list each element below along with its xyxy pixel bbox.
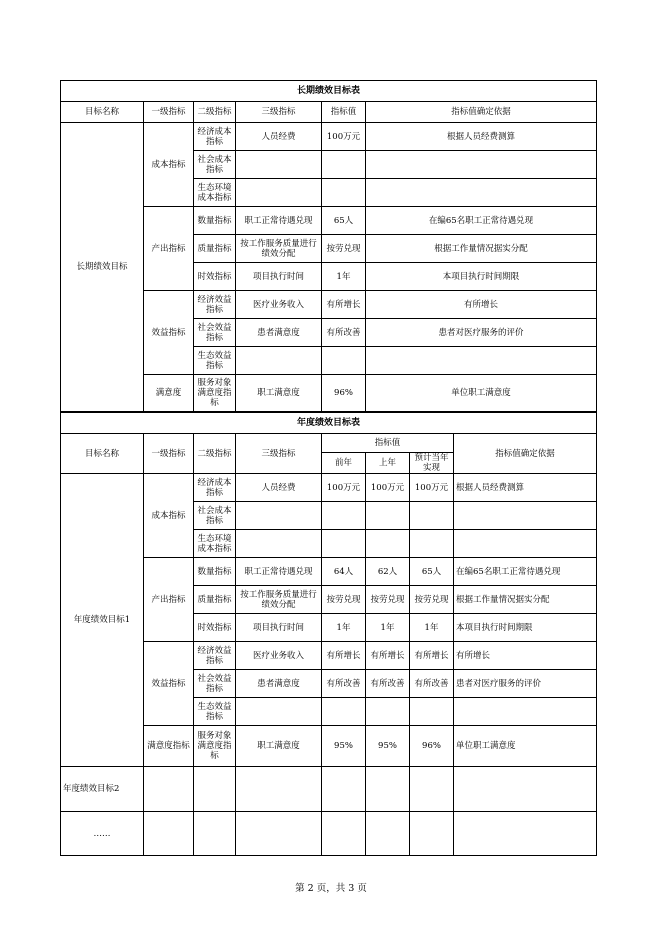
level3-cell: 人员经费: [236, 123, 322, 151]
level2-cell: 社会效益指标: [194, 670, 236, 698]
basis-cell: 根据人员经费测算: [366, 123, 597, 151]
level3-cell: [236, 151, 322, 179]
expected-cell: 按劳兑现: [410, 586, 454, 614]
prev-year-cell: [322, 698, 366, 726]
basis-cell: [366, 151, 597, 179]
basis-cell: 患者对医疗服务的评价: [366, 319, 597, 347]
level2-cell: 经济成本指标: [194, 123, 236, 151]
last-year-cell: [366, 698, 410, 726]
level3-cell: [236, 530, 322, 558]
last-year-cell: [366, 502, 410, 530]
level3-cell: [236, 179, 322, 207]
last-year-cell: [366, 530, 410, 558]
header-value: 指标值: [322, 434, 454, 453]
ellipsis-row-label: ……: [61, 812, 144, 856]
level2-cell: 时效指标: [194, 263, 236, 291]
header-level2: 二级指标: [194, 434, 236, 474]
value-cell: 65人: [322, 207, 366, 235]
value-cell: 有所增长: [322, 291, 366, 319]
value-cell: 有所改善: [322, 319, 366, 347]
group-cost: 成本指标: [144, 123, 194, 207]
level2-cell: 质量指标: [194, 586, 236, 614]
prev-year-cell: 64人: [322, 558, 366, 586]
group-satisfaction: 满意度指标: [144, 726, 194, 767]
level3-cell: 职工正常待遇兑现: [236, 558, 322, 586]
last-year-cell: 按劳兑现: [366, 586, 410, 614]
header-expected: 预计当年实现: [410, 453, 454, 474]
level3-cell: 人员经费: [236, 474, 322, 502]
level3-cell: 患者满意度: [236, 319, 322, 347]
value-cell: [322, 347, 366, 375]
basis-cell: 根据工作量情况据实分配: [454, 586, 597, 614]
basis-cell: 根据工作量情况据实分配: [366, 235, 597, 263]
group-benefit: 效益指标: [144, 291, 194, 375]
value-cell: 按劳兑现: [322, 235, 366, 263]
level3-cell: 医疗业务收入: [236, 291, 322, 319]
level2-cell: 时效指标: [194, 614, 236, 642]
expected-cell: [410, 698, 454, 726]
header-basis: 指标值确定依据: [366, 102, 597, 123]
last-year-cell: 95%: [366, 726, 410, 767]
group-cost: 成本指标: [144, 474, 194, 558]
level3-cell: 按工作服务质量进行绩效分配: [236, 235, 322, 263]
page-number: 第 2 页，共 3 页: [295, 883, 367, 894]
level2-cell: 服务对象满意度指标: [194, 726, 236, 767]
group-output: 产出指标: [144, 207, 194, 291]
header-last-year: 上年: [366, 453, 410, 474]
long-term-goals-table: [60, 80, 597, 412]
basis-cell: [454, 698, 597, 726]
prev-year-cell: 按劳兑现: [322, 586, 366, 614]
expected-cell: 有所改善: [410, 670, 454, 698]
header-value: 指标值: [322, 102, 366, 123]
last-year-cell: 有所增长: [366, 642, 410, 670]
expected-cell: [410, 530, 454, 558]
expected-cell: 96%: [410, 726, 454, 767]
level3-cell: 职工正常待遇兑现: [236, 207, 322, 235]
level2-cell: 经济成本指标: [194, 474, 236, 502]
prev-year-cell: 有所增长: [322, 642, 366, 670]
level2-cell: 生态环境成本指标: [194, 179, 236, 207]
last-year-cell: 有所改善: [366, 670, 410, 698]
header-level3: 三级指标: [236, 434, 322, 474]
basis-cell: 在编65名职工正常待遇兑现: [454, 558, 597, 586]
expected-cell: [410, 502, 454, 530]
group-satisfaction: 满意度: [144, 375, 194, 412]
prev-year-cell: [322, 530, 366, 558]
basis-cell: 患者对医疗服务的评价: [454, 670, 597, 698]
target-name: 长期绩效目标: [61, 123, 144, 412]
expected-cell: 有所增长: [410, 642, 454, 670]
level2-cell: 经济效益指标: [194, 291, 236, 319]
expected-cell: 100万元: [410, 474, 454, 502]
basis-cell: 有所增长: [366, 291, 597, 319]
basis-cell: [366, 179, 597, 207]
annual-goals-table: [60, 412, 597, 856]
basis-cell: 有所增长: [454, 642, 597, 670]
last-year-cell: 62人: [366, 558, 410, 586]
level3-cell: [236, 698, 322, 726]
group-output: 产出指标: [144, 558, 194, 642]
header-level1: 一级指标: [144, 102, 194, 123]
basis-cell: 单位职工满意度: [454, 726, 597, 767]
header-basis: 指标值确定依据: [454, 434, 597, 474]
target2-name: 年度绩效目标2: [61, 767, 144, 812]
level2-cell: 社会效益指标: [194, 319, 236, 347]
level2-cell: 社会成本指标: [194, 502, 236, 530]
header-level2: 二级指标: [194, 102, 236, 123]
level2-cell: 生态环境成本指标: [194, 530, 236, 558]
value-cell: 1年: [322, 263, 366, 291]
basis-cell: 在编65名职工正常待遇兑现: [366, 207, 597, 235]
level2-cell: 社会成本指标: [194, 151, 236, 179]
level3-cell: 项目执行时间: [236, 614, 322, 642]
level2-cell: 经济效益指标: [194, 642, 236, 670]
level2-cell: 质量指标: [194, 235, 236, 263]
value-cell: [322, 179, 366, 207]
level3-cell: [236, 347, 322, 375]
basis-cell: 单位职工满意度: [366, 375, 597, 412]
prev-year-cell: 95%: [322, 726, 366, 767]
level3-cell: [236, 502, 322, 530]
expected-cell: 65人: [410, 558, 454, 586]
basis-cell: 本项目执行时间期限: [366, 263, 597, 291]
prev-year-cell: 有所改善: [322, 670, 366, 698]
level3-cell: 患者满意度: [236, 670, 322, 698]
value-cell: 96%: [322, 375, 366, 412]
level3-cell: 项目执行时间: [236, 263, 322, 291]
basis-cell: 本项目执行时间期限: [454, 614, 597, 642]
last-year-cell: 1年: [366, 614, 410, 642]
basis-cell: [454, 502, 597, 530]
level2-cell: 数量指标: [194, 558, 236, 586]
group-benefit: 效益指标: [144, 642, 194, 726]
level2-cell: 服务对象满意度指标: [194, 375, 236, 412]
basis-cell: [454, 530, 597, 558]
level3-cell: 医疗业务收入: [236, 642, 322, 670]
header-level3: 三级指标: [236, 102, 322, 123]
header-level1: 一级指标: [144, 434, 194, 474]
expected-cell: 1年: [410, 614, 454, 642]
prev-year-cell: [322, 502, 366, 530]
table-title: 年度绩效目标表: [61, 413, 597, 434]
prev-year-cell: 1年: [322, 614, 366, 642]
basis-cell: [366, 347, 597, 375]
level3-cell: 按工作服务质量进行绩效分配: [236, 586, 322, 614]
target1-name: 年度绩效目标1: [61, 474, 144, 767]
value-cell: [322, 151, 366, 179]
level3-cell: 职工满意度: [236, 726, 322, 767]
level2-cell: 数量指标: [194, 207, 236, 235]
level3-cell: 职工满意度: [236, 375, 322, 412]
value-cell: 100万元: [322, 123, 366, 151]
table-title: 长期绩效目标表: [61, 81, 597, 102]
basis-cell: 根据人员经费测算: [454, 474, 597, 502]
header-prev-year: 前年: [322, 453, 366, 474]
last-year-cell: 100万元: [366, 474, 410, 502]
prev-year-cell: 100万元: [322, 474, 366, 502]
header-target-name: 目标名称: [61, 434, 144, 474]
header-target-name: 目标名称: [61, 102, 144, 123]
level2-cell: 生态效益指标: [194, 347, 236, 375]
level2-cell: 生态效益指标: [194, 698, 236, 726]
